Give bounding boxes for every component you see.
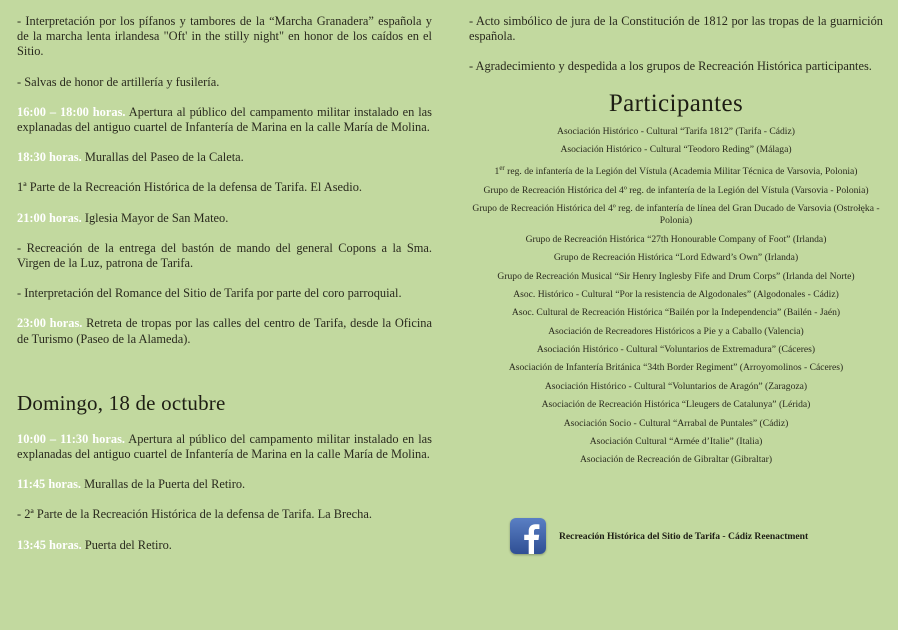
- facebook-icon[interactable]: [510, 518, 546, 554]
- participant-item: Asociación Histórico - Cultural “Teodoro Reding” (Málaga): [560, 144, 792, 155]
- program-paragraph: [17, 241, 432, 271]
- time-label: 21:00 horas.: [17, 210, 82, 225]
- participant-item: Grupo de Recreación Musical “Sir Henry Inglesby Fife and Drum Corps” (Irlanda del Norte): [497, 270, 855, 282]
- participant-item: Asociación Histórico - Cultural “Voluntarios de Aragón” (Zaragoza): [544, 380, 808, 392]
- paragraph-text: - Recreación de la entrega del bastón de mando del general Copons a la Sma. Virgen de la Luz, patrona de Tarifa.: [17, 240, 432, 271]
- program-paragraph: [17, 286, 432, 301]
- participants-list: [469, 126, 883, 467]
- program-paragraph: [17, 150, 432, 165]
- participant-item: Asoc. Histórico - Cultural “Por la resistencia de Algodonales” (Algodonales - Cádiz): [513, 288, 839, 300]
- program-paragraph: [17, 316, 432, 346]
- facebook-link[interactable]: [510, 518, 808, 554]
- time-label: 11:45 horas.: [17, 477, 82, 492]
- time-label: 16:00 – 18:00 horas.: [17, 104, 126, 119]
- program-paragraph: - Acto simbólico de jura de la Constitución de 1812 por las tropas de la guarnición española.: [469, 14, 883, 44]
- time-label: 23:00 horas.: [17, 316, 83, 331]
- day-heading: Domingo, 18 de octubre: [17, 390, 226, 415]
- participant-item: Asociación Histórico - Cultural “Voluntarios de Extremadura” (Cáceres): [536, 344, 816, 356]
- paragraph-text: Retreta de tropas por las calles del centro de Tarifa, desde la Oficina de Turismo (Paseo de la Alameda).: [17, 316, 432, 346]
- paragraph-text: - Interpretación del Romance del Sitio de Tarifa por parte del coro parroquial.: [17, 286, 402, 301]
- paragraph-text: Apertura al público del campamento militar instalado en las explanadas del antiguo cuartel de Infantería de Marina en la calle María de Molina.: [17, 431, 432, 462]
- participant-item: Asociación Cultural “Armée d’Italie” (Italia): [589, 436, 763, 448]
- paragraph-text: Murallas del Paseo de la Caleta.: [81, 150, 244, 165]
- facebook-page-name[interactable]: Recreación Histórica del Sitio de Tarifa - Cádiz Reenactment: [559, 530, 809, 542]
- program-paragraph: [17, 105, 432, 135]
- participant-item: Asociación de Recreación de Gibraltar (Gibraltar): [579, 454, 773, 466]
- participant-item: Asociación Histórico - Cultural “Tarifa 1812” (Tarifa - Cádiz): [557, 125, 795, 137]
- program-paragraph: [17, 477, 432, 492]
- paragraph-text: Iglesia Mayor de San Mateo.: [81, 210, 229, 225]
- program-paragraph: [17, 75, 432, 90]
- participant-item: Asociación de Recreación Histórica “Lleugers de Catalunya” (Lérida): [541, 399, 811, 411]
- participant-item: Grupo de Recreación Histórica del 4º reg. de infantería de línea del Gran Ducado de Varsovia (Ostrołęka - Polonia): [472, 203, 880, 227]
- participants-heading: Participantes: [608, 89, 744, 117]
- participant-item: 1er reg. de infantería de la Legión del Vístula (Academia Militar Técnica de Varsovia, Polonia): [494, 164, 858, 178]
- program-paragraph: [17, 211, 432, 226]
- participant-item: Grupo de Recreación Histórica del 4º reg. de infantería de la Legión del Vístula (Varsovia - Polonia): [483, 184, 869, 196]
- program-paragraph: [17, 180, 432, 195]
- paragraph-text: - Salvas de honor de artillería y fusilería.: [17, 74, 220, 89]
- paragraph-text: - Interpretación por los pífanos y tambores de la “Marcha Granadera” española y de la marcha lenta irlandesa "Oft' in the stilly night" en honor de los caídos en el Sitio.: [17, 14, 432, 59]
- participant-item: Grupo de Recreación Histórica “27th Honourable Company of Foot” (Irlanda): [525, 233, 827, 245]
- left-column: [17, 14, 432, 568]
- paragraph-text: Puerta del Retiro.: [81, 537, 172, 552]
- program-paragraph: [17, 432, 432, 462]
- participant-item: Asociación Socio - Cultural “Arrabal de Puntales” (Cádiz): [563, 417, 789, 429]
- participant-item: Grupo de Recreación Histórica “Lord Edward’s Own” (Irlanda): [553, 252, 799, 264]
- time-label: 18:30 horas.: [17, 150, 82, 165]
- paragraph-text: 1ª Parte de la Recreación Histórica de la defensa de Tarifa. El Asedio.: [17, 180, 362, 195]
- paragraph-text: Murallas de la Puerta del Retiro.: [81, 477, 246, 492]
- participant-item: Asociación de Infantería Británica “34th Border Regiment” (Arroyomolinos - Cáceres): [508, 362, 844, 374]
- program-paragraph: - Agradecimiento y despedida a los grupos de Recreación Histórica participantes.: [469, 59, 872, 74]
- program-paragraph: [17, 507, 432, 522]
- paragraph-text: - 2ª Parte de la Recreación Histórica de la defensa de Tarifa. La Brecha.: [17, 507, 372, 522]
- participant-item: Asociación de Recreadores Históricos a Pie y a Caballo (Valencia): [548, 325, 804, 337]
- program-paragraph: [17, 14, 432, 60]
- participant-item: Asoc. Cultural de Recreación Histórica “Bailén por la Independencia” (Bailén - Jaén): [511, 307, 841, 319]
- time-label: 10:00 – 11:30 horas.: [17, 431, 125, 446]
- paragraph-text: Apertura al público del campamento militar instalado en las explanadas del antiguo cuartel de Infantería de Marina en la calle María de Molina.: [17, 104, 432, 135]
- time-label: 13:45 horas.: [17, 537, 82, 552]
- program-paragraph: [17, 538, 432, 553]
- right-column: [469, 14, 883, 473]
